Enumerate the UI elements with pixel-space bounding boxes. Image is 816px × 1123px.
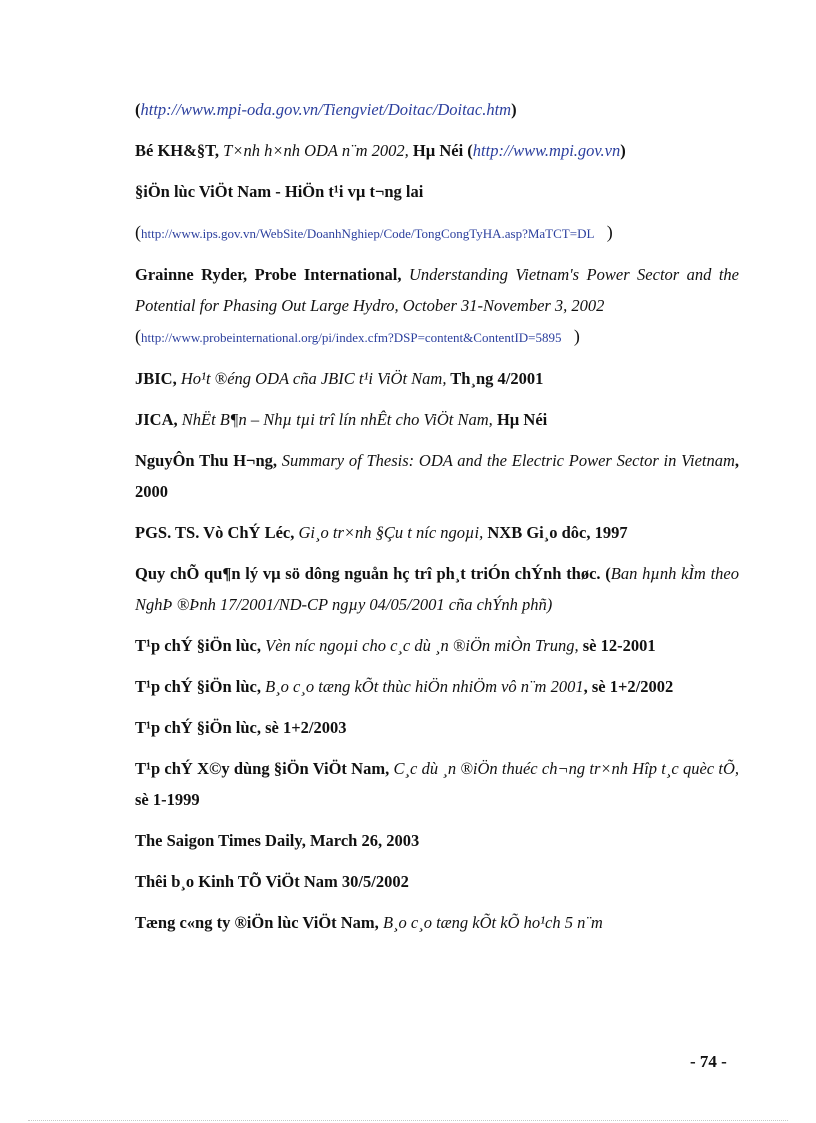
reference-entry (135, 825, 739, 856)
open-paren: ( (135, 222, 141, 242)
reference-rest: Th¸ng 4/2001 (450, 369, 544, 388)
reference-title: Summary of Thesis: ODA and the Electric Power Sector in Vietnam (281, 451, 735, 470)
reference-author: T¹p chÝ X©y dùng §iÖn ViÖt Nam, (135, 759, 390, 778)
reference-title: NhËt B¶n – Nhµ tµi trî lín nhÊt cho ViÖt Nam, (181, 410, 493, 429)
close-paren: ) (606, 222, 613, 242)
reference-author: PGS. TS. Vò ChÝ Léc, (135, 523, 295, 542)
reference-link[interactable]: http://www.mpi-oda.gov.vn/Tiengviet/Doitac/Doitac.htm (140, 100, 512, 119)
reference-entry (135, 94, 739, 125)
reference-list (135, 94, 739, 948)
page-bottom-divider (28, 1120, 788, 1121)
reference-entry (135, 907, 739, 938)
open-paren: ( (135, 100, 141, 119)
reference-entry (135, 630, 739, 661)
reference-author: Tæng c«ng ty ®iÖn lùc ViÖt Nam, (135, 913, 379, 932)
reference-text: The Saigon Times Daily, March 26, 2003 (135, 831, 420, 850)
reference-entry (135, 866, 739, 897)
reference-title: B¸o c¸o tæng kÕt kÕ ho¹ch 5 n¨m (382, 913, 603, 932)
reference-rest: sè 12-2001 (582, 636, 656, 655)
reference-title: Vèn níc ngoµi cho c¸c dù ¸n ®iÖn miÒn Trung, (265, 636, 579, 655)
reference-title: C¸c dù ¸n ®iÖn thuéc ch¬ng tr×nh Hîp t¸c quèc tÕ, (393, 759, 739, 778)
reference-link[interactable]: http://www.probeinternational.org/pi/index.cfm?DSP=content&ContentID=5895 (141, 330, 562, 345)
reference-link[interactable]: http://www.mpi.gov.vn (472, 141, 621, 160)
reference-title: Gi¸o tr×nh §Çu t níc ngoµi, (298, 523, 484, 542)
reference-link[interactable]: http://www.ips.gov.vn/WebSite/DoanhNghiep/Code/TongCongTyHA.asp?MaTCT=DL (141, 226, 595, 241)
reference-author: NguyÔn Thu H¬ng, (135, 451, 277, 470)
reference-entry (135, 712, 739, 743)
reference-entry (135, 404, 739, 435)
reference-rest: sè 1-1999 (135, 790, 200, 809)
reference-author: Bé KH&§T, (135, 141, 220, 160)
reference-entry (135, 217, 739, 249)
reference-entry (135, 558, 739, 620)
reference-entry (135, 135, 739, 166)
close-paren: ) (620, 141, 626, 160)
reference-rest: , sè 1+2/2003 (256, 718, 347, 737)
reference-author: JICA, (135, 410, 178, 429)
close-paren: ) (573, 326, 580, 346)
reference-author: T¹p chÝ §iÖn lùc, (135, 677, 261, 696)
close-paren: ) (511, 100, 517, 119)
reference-title: Ban hµnh kÌm theo NghÞ ®Þnh 17/2001/ND-CP ngµy 04/05/2001 cña chÝnh phñ) (135, 564, 739, 614)
reference-rest: , 2000 (135, 451, 740, 501)
reference-title: Understanding Vietnam's Power Sector and the Potential for Phasing Out Large Hydro, October 31-November 3, 2002 (135, 265, 740, 315)
reference-rest: , sè 1+2/2002 (583, 677, 674, 696)
reference-author: Grainne Ryder, Probe International, (135, 265, 402, 284)
reference-entry (135, 753, 739, 815)
reference-title: T×nh h×nh ODA n¨m 2002, (223, 141, 409, 160)
reference-title: B¸o c¸o tæng kÕt thùc hiÖn nhiÖm vô n¨m 2001 (265, 677, 584, 696)
open-paren: ( (467, 141, 473, 160)
reference-entry (135, 445, 739, 507)
reference-rest: NXB Gi¸o dôc, 1997 (487, 523, 628, 542)
open-paren: ( (135, 326, 141, 346)
reference-author: Quy chÕ qu¶n lý vµ sö dông nguån hç trî ph¸t triÓn chÝnh thøc. ( (135, 564, 611, 583)
reference-rest: Hµ Néi (496, 410, 548, 429)
reference-entry (135, 363, 739, 394)
reference-entry (135, 176, 739, 207)
reference-place: Hµ Néi (412, 141, 464, 160)
reference-entry (135, 671, 739, 702)
reference-author: T¹p chÝ §iÖn lùc (135, 718, 257, 737)
reference-entry (135, 259, 739, 353)
reference-text: §iÖn lùc ViÖt Nam - HiÖn t¹i vµ t¬ng lai (135, 182, 424, 201)
reference-text: Thêi b¸o Kinh TÕ ViÖt Nam 30/5/2002 (135, 872, 409, 891)
reference-author: JBIC, (135, 369, 177, 388)
page-number: - 74 - (690, 1052, 727, 1071)
reference-title: Ho¹t ®éng ODA cña JBIC t¹i ViÖt Nam, (180, 369, 447, 388)
reference-entry (135, 517, 739, 548)
reference-author: T¹p chÝ §iÖn lùc, (135, 636, 261, 655)
